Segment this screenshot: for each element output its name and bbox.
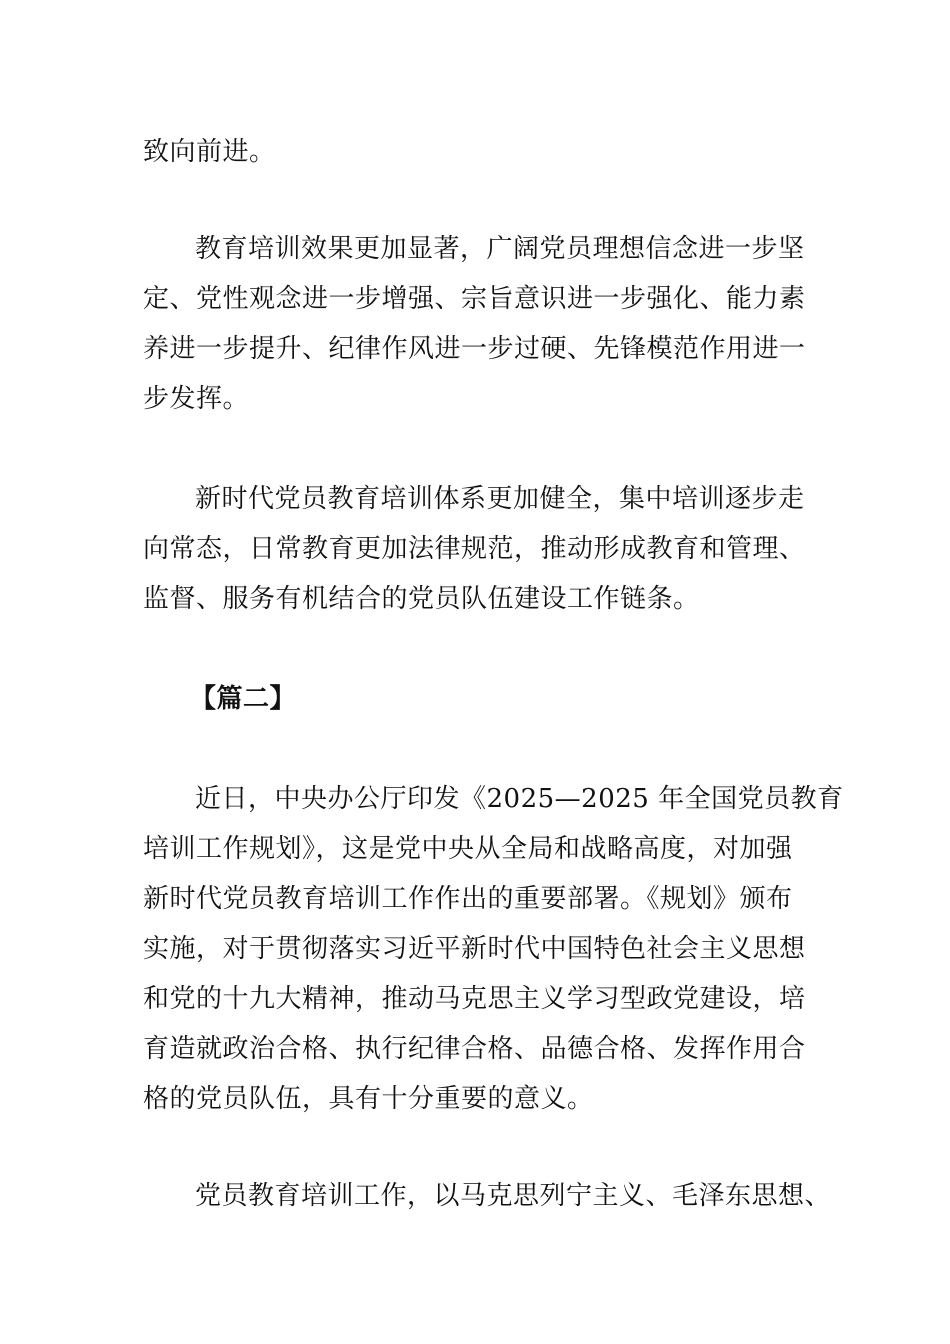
paragraph-5-line-2: 培训工作规划》，这是党中央从全局和战略高度，对加强 [143, 834, 793, 864]
paragraph-2-line-3: 养进一步提升、纪律作风进一步过硬、先锋模范作用进一 [143, 334, 806, 364]
paragraph-5-line-3: 新时代党员教育培训工作作出的重要部署。《规划》颁布 [143, 884, 793, 914]
paragraph-5-line-1: 近日，中央办公厅印发《2025—2025 年全国党员教育 [195, 784, 844, 814]
paragraph-5-line-4: 实施，对于贯彻落实习近平新时代中国特色社会主义思想 [143, 934, 806, 964]
paragraph-3-line-1: 新时代党员教育培训体系更加健全，集中培训逐步走 [195, 484, 805, 514]
paragraph-6-line-1: 党员教育培训工作，以马克思列宁主义、毛泽东思想、 [195, 1181, 832, 1211]
paragraph-1-line-1: 致向前进。 [143, 137, 276, 167]
paragraph-5-line-7: 格的党员队伍，具有十分重要的意义。 [143, 1084, 594, 1114]
paragraph-2-line-4: 步发挥。 [143, 384, 250, 414]
paragraph-5-line-6: 育造就政治合格、执行纪律合格、品德合格、发挥作用合 [143, 1034, 806, 1064]
paragraph-3-line-2: 向常态，日常教育更加法律规范，推动形成教育和管理、 [143, 534, 806, 564]
paragraph-2-line-2: 定、党性观念进一步增强、宗旨意识进一步强化、能力素 [143, 284, 806, 314]
paragraph-3-line-3: 监督、服务有机结合的党员队伍建设工作链条。 [143, 584, 700, 614]
paragraph-2-line-1: 教育培训效果更加显著，广阔党员理想信念进一步坚 [195, 234, 805, 264]
section-heading: 【篇二】 [190, 684, 297, 714]
paragraph-5-line-5: 和党的十九大精神，推动马克思主义学习型政党建设，培 [143, 984, 806, 1014]
